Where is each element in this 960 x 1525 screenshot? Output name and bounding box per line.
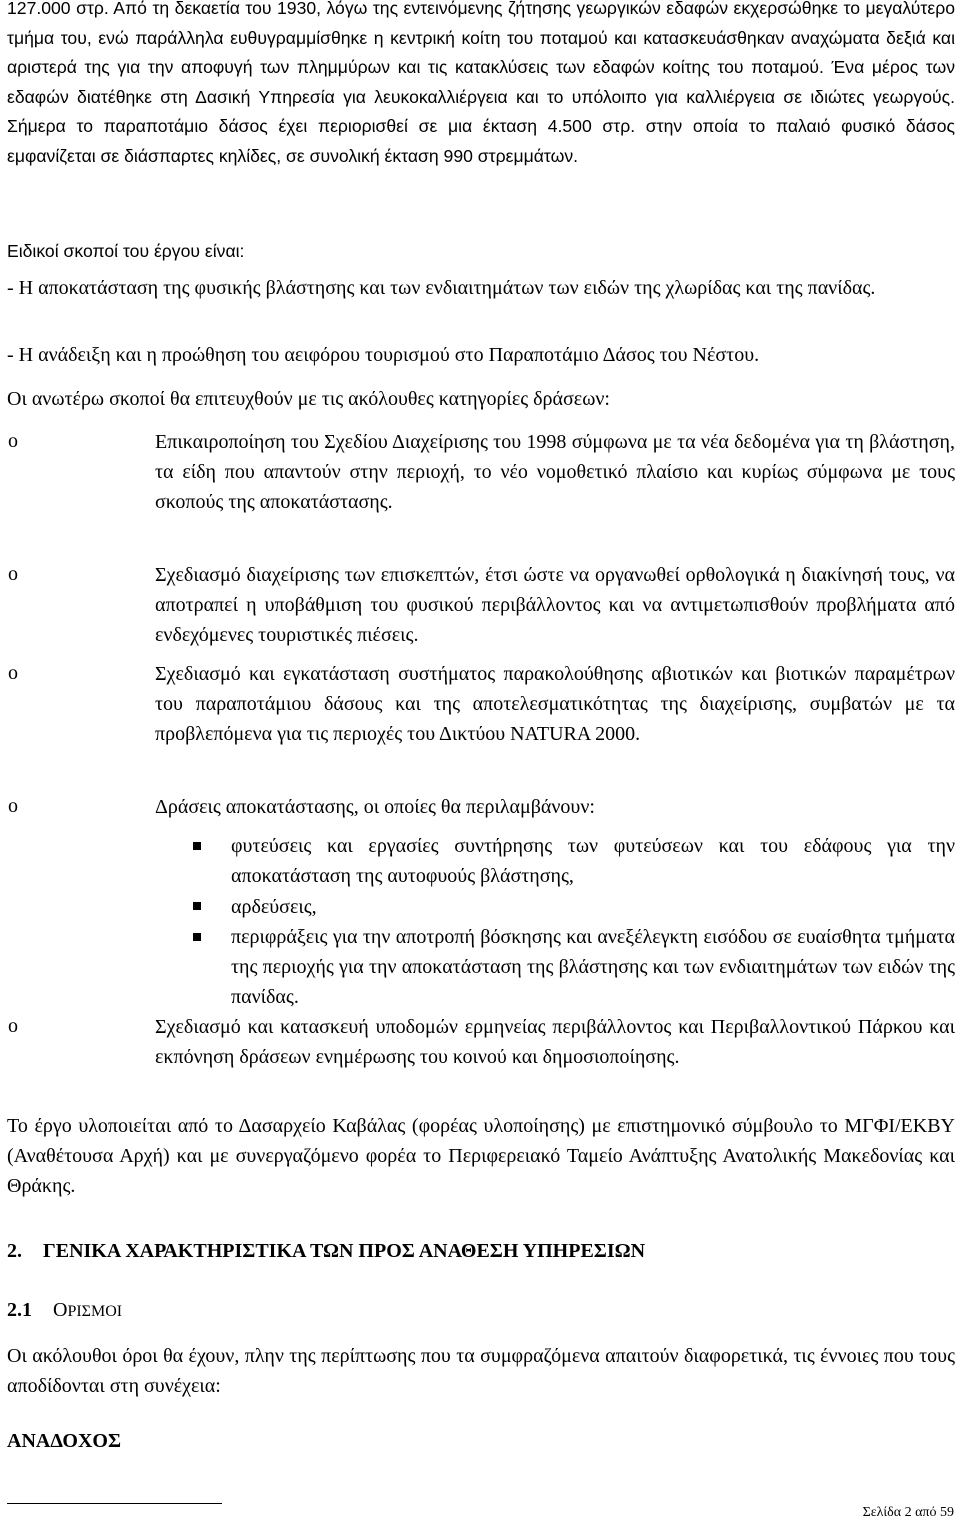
action-subitem-2: αρδεύσεις, bbox=[231, 896, 317, 918]
bullet-square-icon bbox=[193, 933, 201, 941]
bullet-circle-icon: o bbox=[8, 795, 18, 817]
action-subitem-1: φυτεύσεις και εργασίες συντήρησης των φυτεύσεων και του εδάφους για την αποκατάσταση της αυτοφυούς βλάστησης, bbox=[231, 835, 955, 887]
footer-divider bbox=[7, 1503, 222, 1504]
action-item-3: Σχεδιασμό και εγκατάσταση συστήματος παρακολούθησης αβιοτικών και βιοτικών παραμέτρων του παραποτάμιου δάσους και της αποτελεσματικότητας της διαχείρισης, συμβατών με τα προβλεπόμενα για τις περιοχές του Δικτύου NATURA 2000. bbox=[155, 663, 955, 745]
objective-2: - Η ανάδειξη και η προώθηση του αειφόρου τουρισμού στο Παραποτάμιο Δάσος του Νέστου. bbox=[7, 344, 760, 366]
closing-paragraph: Το έργο υλοποιείται από το Δασαρχείο Καβάλας (φορέας υλοποίησης) με επιστημονικό σύμβουλο το ΜΓΦΙ/ΕΚΒΥ (Αναθέτουσα Αρχή) και με συνεργαζόμενο φορέα το Περιφερειακό Ταμείο Ανάπτυξης Ανατολικής Μακεδονίας και Θράκης. bbox=[7, 1115, 955, 1197]
section-2-1-title-rest: ΡΙΣΜΟΙ bbox=[67, 1303, 123, 1320]
section-2-1-title bbox=[53, 1299, 122, 1321]
section-2-1-title-initial: Ο bbox=[53, 1299, 68, 1321]
objectives-label: Ειδικοί σκοποί του έργου είναι: bbox=[7, 241, 245, 261]
definitions-intro: Οι ακόλουθοι όροι θα έχουν, πλην της περίπτωσης που τα συμφραζόμενα απαιτούν διαφορετικά, τις έννοιες που τους αποδίδονται στη συνέχεια: bbox=[7, 1345, 955, 1397]
bullet-circle-icon: o bbox=[8, 430, 18, 452]
action-subitem-3: περιφράξεις για την αποτροπή βόσκησης και ανεξέλεγκτη εισόδου σε ευαίσθητα τμήματα της περιοχής για την αποκατάσταση της βλάστησης και των ενδιαιτημάτων των ειδών της πανίδας. bbox=[231, 926, 955, 1008]
page-number: Σελίδα 2 από 59 bbox=[862, 1505, 954, 1520]
section-2-1-heading bbox=[7, 1299, 122, 1322]
action-item-5: Σχεδιασμό και κατασκευή υποδομών ερμηνείας περιβάλλοντος και Περιβαλλοντικού Πάρκου και εκπόνηση δράσεων ενημέρωσης του κοινού και δημοσιοποίησης. bbox=[155, 1016, 955, 1068]
objective-1: - Η αποκατάσταση της φυσικής βλάστησης και των ενδιαιτημάτων των ειδών της χλωρίδας και της πανίδας. bbox=[7, 277, 876, 299]
action-item-4: Δράσεις αποκατάστασης, οι οποίες θα περιλαμβάνουν: bbox=[155, 796, 595, 818]
intro-paragraph: 127.000 στρ. Από τη δεκαετία του 1930, λόγω της εντεινόμενης ζήτησης γεωργικών εδαφών εκχερσώθηκε το μεγαλύτερο τμήμα του, ενώ παράλληλα ευθυγραμμίσθηκε η κεντρική κοίτη του ποταμού και κατασκευάσθηκαν αναχώματα δεξιά και αριστερά της για την αποφυγή των πλημμύρων και τις κατακλύσεις των εδαφών κοίτης του ποταμού. Ένα μέρος των εδαφών διατέθηκε στη Δασική Υπηρεσία για λευκοκαλλιέργεια και το υπόλοιπο για καλλιέργεια σε ιδιώτες γεωργούς. Σήμερα το παραποτάμιο δάσος έχει περιορισθεί σε μια έκταση 4.500 στρ. στην οποία το παλαιό φυσικό δάσος εμφανίζεται σε διάσπαρτες κηλίδες, σε συνολική έκταση 990 στρεμμάτων. bbox=[7, 0, 955, 166]
bullet-square-icon bbox=[193, 842, 201, 850]
action-item-2: Σχεδιασμό διαχείρισης των επισκεπτών, έτσι ώστε να οργανωθεί ορθολογικά η διακίνησή τους, να αποτραπεί η υποβάθμιση του φυσικού περιβάλλοντος και να αντιμετωπισθούν προβλήματα από ενδεχόμενες τουριστικές πιέσεις. bbox=[155, 564, 955, 646]
action-item-1: Επικαιροποίηση του Σχεδίου Διαχείρισης του 1998 σύμφωνα με τα νέα δεδομένα για τη βλάστηση, τα είδη που απαντούν στην περιοχή, το νέο νομοθετικό πλαίσιο και κυρίως σύμφωνα με τους σκοπούς της αποκατάστασης. bbox=[155, 431, 955, 513]
actions-label: Οι ανωτέρω σκοποί θα επιτευχθούν με τις ακόλουθες κατηγορίες δράσεων: bbox=[7, 388, 610, 410]
section-2-title: ΓΕΝΙΚΑ ΧΑΡΑΚΤΗΡΙΣΤΙΚΑ ΤΩΝ ΠΡΟΣ ΑΝΑΘΕΣΗ ΥΠΗΡΕΣΙΩΝ bbox=[43, 1240, 646, 1262]
bullet-circle-icon: o bbox=[8, 662, 18, 684]
section-2-number: 2. bbox=[7, 1240, 22, 1262]
term-heading: ΑΝΑΔΟΧΟΣ bbox=[7, 1430, 122, 1452]
section-2-1-number: 2.1 bbox=[7, 1299, 32, 1321]
bullet-square-icon bbox=[193, 902, 201, 910]
section-2-heading bbox=[7, 1240, 645, 1263]
bullet-circle-icon: o bbox=[8, 1015, 18, 1037]
bullet-circle-icon: o bbox=[8, 563, 18, 585]
